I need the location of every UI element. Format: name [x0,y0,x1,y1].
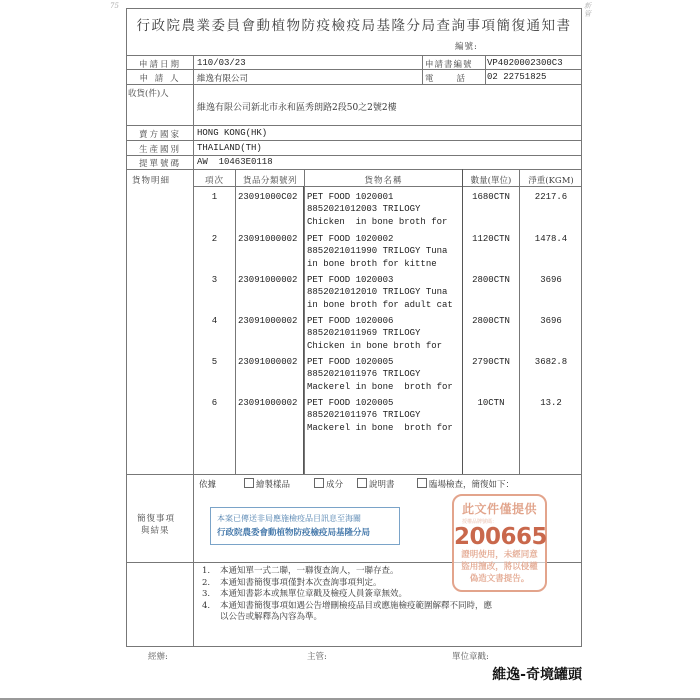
unit-seal-label: 單位章戳: [452,652,489,662]
reply-section-label-2: 與結果 [141,526,170,536]
note-item: 2. 本通知書簡復事項僅對本次查詢事項判定。 [202,577,382,588]
watermark-line-5: 偽造文書提告。 [469,574,530,584]
rule [193,186,582,187]
row-hs-code: 23091000002 [238,398,298,408]
footer-brand-caption: 維逸-奇境罐頭 [492,667,582,683]
watermark-number: 200665 [454,524,548,550]
rule [193,55,194,647]
rule [485,55,486,84]
col-qty-header: 數量(單位) [470,176,512,186]
row-qty: 2800CTN [472,316,510,326]
apply-date-value: 110/03/23 [197,58,246,68]
row-item: 3 [211,275,218,285]
reply-section-label: 簡復事項 [137,514,176,524]
origin-country-label: 生產國別 [138,145,181,155]
row-qty: 1120CTN [472,234,510,244]
col-weight-header: 淨重(KGM) [528,176,574,186]
option-onsite-inspection[interactable] [417,478,514,490]
stamp-line-1: 本案已傳送非局應施檢疫品目訊息至海關 [217,514,361,523]
row-name-line: Chicken in bone broth for [307,341,443,351]
option-drawn-sample[interactable] [244,478,290,490]
row-name-line: PET FOOD 1020005 [307,357,394,367]
checkbox[interactable] [417,478,427,488]
supervisor-signature-label: 主管: [307,652,327,662]
row-hs-code: 23091000002 [238,316,298,326]
row-name-line: PET FOOD 1020003 [307,275,394,285]
row-name-line: in bone broth for kittne [307,259,437,269]
row-weight: 1478.4 [534,234,568,244]
col-hs-code-header: 貨品分類號列 [242,176,297,186]
col-item-header: 項次 [204,176,224,186]
row-hs-code: 23091000002 [238,357,298,367]
row-name-line: 8852021012003 TRILOGY [307,204,421,214]
note-item: 4. 本通知書簡復事項如遇公告增刪檢疫品目或應施檢疫範圍解釋不同時，應 [202,600,493,611]
option-manual[interactable] [357,478,395,490]
handwritten-mark-top-left: 75 [110,2,119,10]
row-item: 1 [211,192,218,202]
row-weight: 13.2 [540,398,562,408]
watermark-line-2: 授權品牌號碼： [462,519,498,525]
row-weight: 2217.6 [534,192,568,202]
col-name-header: 貨物名稱 [364,176,403,186]
handler-signature-label: 經辦: [148,652,168,662]
row-hs-code: 23091000002 [238,234,298,244]
waybill-no-value: AW 10463E0118 [197,157,273,167]
option-ingredients[interactable] [314,478,343,490]
applicant-label: 申 請 人 [139,74,181,84]
note-item: 3. 本通知書影本或無單位章戳及檢疫人員簽章無效。 [202,589,408,599]
watermark-line-3: 證明使用，未經同意 [461,550,538,560]
row-name-line: PET FOOD 1020002 [307,234,394,244]
consignee-value: 維逸有限公司新北市永和區秀朗路2段50之2號2樓 [197,103,397,113]
goods-section-label: 貨物明細 [132,176,171,186]
consignee-label: 收貨(件)人 [128,89,169,99]
stamp-line-2: 行政院農委會動植物防疫檢疫局基隆分局 [217,528,371,538]
rule [126,125,582,126]
handwritten-mark-top-right: 新管 [584,2,591,18]
row-name-line: Mackerel in bone broth for [307,382,453,392]
row-name-line: 8852021011976 TRILOGY [307,410,421,420]
basis-label: 依據 [199,480,217,490]
apply-date-label: 申請日期 [138,60,181,70]
option-label: 成分 [326,480,344,490]
row-qty: 2790CTN [472,357,510,367]
row-item: 4 [211,316,218,326]
rule [303,186,304,474]
rule [126,474,582,475]
serial-label: 編號: [455,42,478,52]
row-qty: 2800CTN [472,275,510,285]
inspection-office-stamp [210,507,400,545]
phone-value: 02 22751825 [487,72,547,82]
document-title: 行政院農業委員會動植物防疫檢疫局基隆分局查詢事項簡復通知書 [136,18,572,34]
rule [126,155,582,156]
row-hs-code: 23091000002 [238,275,298,285]
row-name-line: 8852021011990 TRILOGY Tuna [307,246,448,256]
row-item: 5 [211,357,218,367]
row-name-line: 8852021011976 TRILOGY [307,369,421,379]
phone-label: 電 話 [425,74,468,84]
row-name-line: PET FOOD 1020005 [307,398,394,408]
option-label: 臨場檢查，簡復如下： [429,480,515,490]
seller-country-label: 賣方國家 [138,130,181,140]
rule [304,169,305,474]
row-qty: 10CTN [477,398,505,408]
row-name-line: 8852021012010 TRILOGY Tuna [307,287,448,297]
row-name-line: Mackerel in bone broth for [307,423,453,433]
note-item: 以公告或解釋為內容為準。 [220,612,323,622]
checkbox[interactable] [357,478,367,488]
authorization-watermark [452,494,547,592]
row-weight: 3696 [540,275,562,285]
rule [126,169,582,170]
origin-country-value: THAILAND(TH) [197,143,262,153]
rule [126,55,582,56]
row-name-line: PET FOOD 1020001 [307,192,394,202]
row-item: 2 [211,234,218,244]
applicant-value: 維逸有限公司 [197,74,249,84]
rule [422,55,423,84]
application-no-value: VP4020002300C3 [487,58,563,68]
watermark-line-4: 盜用擅改，將以侵權 [461,562,538,572]
row-name-line: 8852021011969 TRILOGY [307,328,421,338]
row-name-line: in bone broth for adult cat [307,300,453,310]
row-item: 6 [211,398,218,408]
row-name-line: Chicken in bone broth for [307,217,448,227]
row-weight: 3682.8 [534,357,568,367]
rule [126,140,582,141]
row-hs-code: 23091000C02 [238,192,298,202]
rule [126,69,582,70]
option-label: 繪製樣品 [256,480,291,490]
option-label: 說明書 [369,480,395,490]
row-weight: 3696 [540,316,562,326]
row-name-line: PET FOOD 1020006 [307,316,394,326]
rule [235,169,236,474]
seller-country-value: HONG KONG(HK) [197,128,268,138]
application-no-label: 申請書編號 [425,60,473,70]
checkbox[interactable] [244,478,254,488]
rule [126,84,582,85]
checkbox[interactable] [314,478,324,488]
watermark-line-1: 此文件僅提供 [461,502,537,516]
note-item: 1. 本通知單一式二聯，一聯復查詢人，一聯存查。 [202,566,399,576]
waybill-no-label: 提單號碼 [138,159,181,169]
row-qty: 1680CTN [472,192,510,202]
